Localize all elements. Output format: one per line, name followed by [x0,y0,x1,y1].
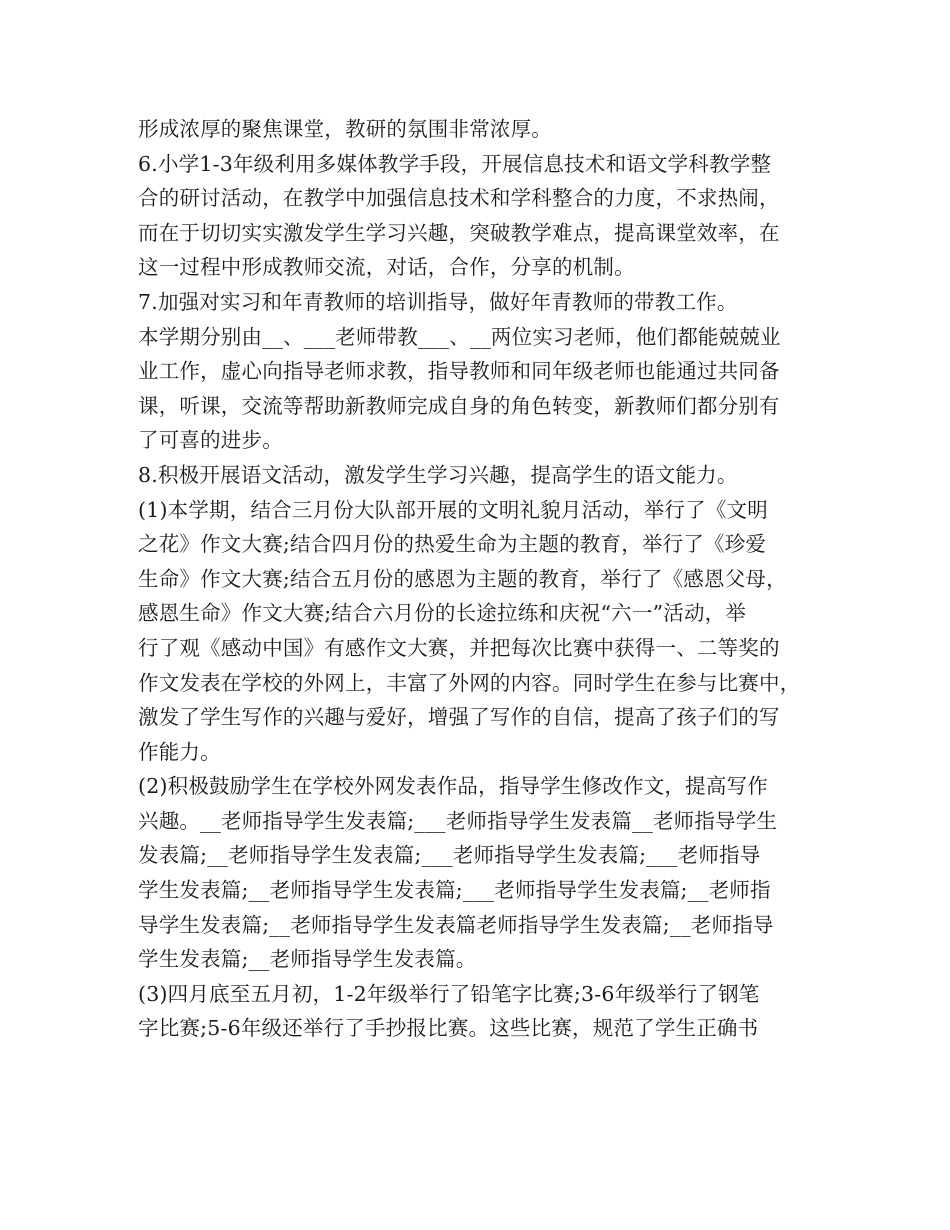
text-line: 作文发表在学校的外网上，丰富了外网的内容。同时学生在参与比赛中， [138,670,801,695]
text-line: 兴趣。__老师指导学生发表篇;___老师指导学生发表篇__老师指导学生 [138,808,778,833]
text-line: 了可喜的进步。 [138,428,283,453]
text-line: 7.加强对实习和年青教师的培训指导，做好年青教师的带教工作。 [138,289,738,314]
text-line: 本学期分别由__、___老师带教___、__两位实习老师，他们都能兢兢业 [138,324,781,349]
text-line: 字比赛;5-6年级还举行了手抄报比赛。这些比赛，规范了学生正确书 [138,1016,759,1041]
text-line: 发表篇;__老师指导学生发表篇;___老师指导学生发表篇;___老师指导 [138,843,761,868]
text-line: 学生发表篇;__老师指导学生发表篇;___老师指导学生发表篇;__老师指 [138,878,771,903]
text-line: 行了观《感动中国》有感作文大赛，并把每次比赛中获得一、二等奖的 [138,635,780,660]
text-line: 感恩生命》作文大赛;结合六月份的长途拉练和庆祝“六一”活动，举 [138,601,747,626]
text-line: 激发了学生写作的兴趣与爱好，增强了写作的自信，提高了孩子们的写 [138,705,780,730]
text-line: 而在于切切实实激发学生学习兴趣，突破教学难点，提高课堂效率，在 [138,220,780,245]
text-line: 生命》作文大赛;结合五月份的感恩为主题的教育，举行了《感恩父母， [138,566,787,591]
text-line: 之花》作文大赛;结合四月份的热爱生命为主题的教育，举行了《珍爱 [138,532,767,557]
text-line: 导学生发表篇;__老师指导学生发表篇老师指导学生发表篇;__老师指导 [138,912,774,937]
text-line: 业工作，虚心向指导老师求教，指导教师和同年级老师也能通过共同备 [138,359,780,384]
text-line: (3)四月底至五月初，1-2年级举行了铅笔字比赛;3-6年级举行了钢笔 [138,981,760,1006]
text-line: 这一过程中形成教师交流，对话，合作，分享的机制。 [138,255,635,280]
text-line: 合的研讨活动，在教学中加强信息技术和学科整合的力度，不求热闹， [138,186,780,211]
text-line: (1)本学期，结合三月份大队部开展的文明礼貌月活动，举行了《文明 [138,497,768,522]
text-line: 作能力。 [138,739,221,764]
text-line: 形成浓厚的聚焦课堂，教研的氛围非常浓厚。 [138,117,552,141]
text-line: 学生发表篇;__老师指导学生发表篇。 [138,947,477,972]
text-line: 6.小学1-3年级利用多媒体教学手段，开展信息技术和语文学科教学整 [138,151,772,176]
text-line: 课，听课，交流等帮助新教师完成自身的角色转变，新教师们都分别有 [138,393,780,418]
text-line: 8.积极开展语文活动，激发学生学习兴趣，提高学生的语文能力。 [138,462,738,487]
text-line: (2)积极鼓励学生在学校外网发表作品，指导学生修改作文，提高写作 [138,774,768,799]
document-body [138,112,828,1046]
